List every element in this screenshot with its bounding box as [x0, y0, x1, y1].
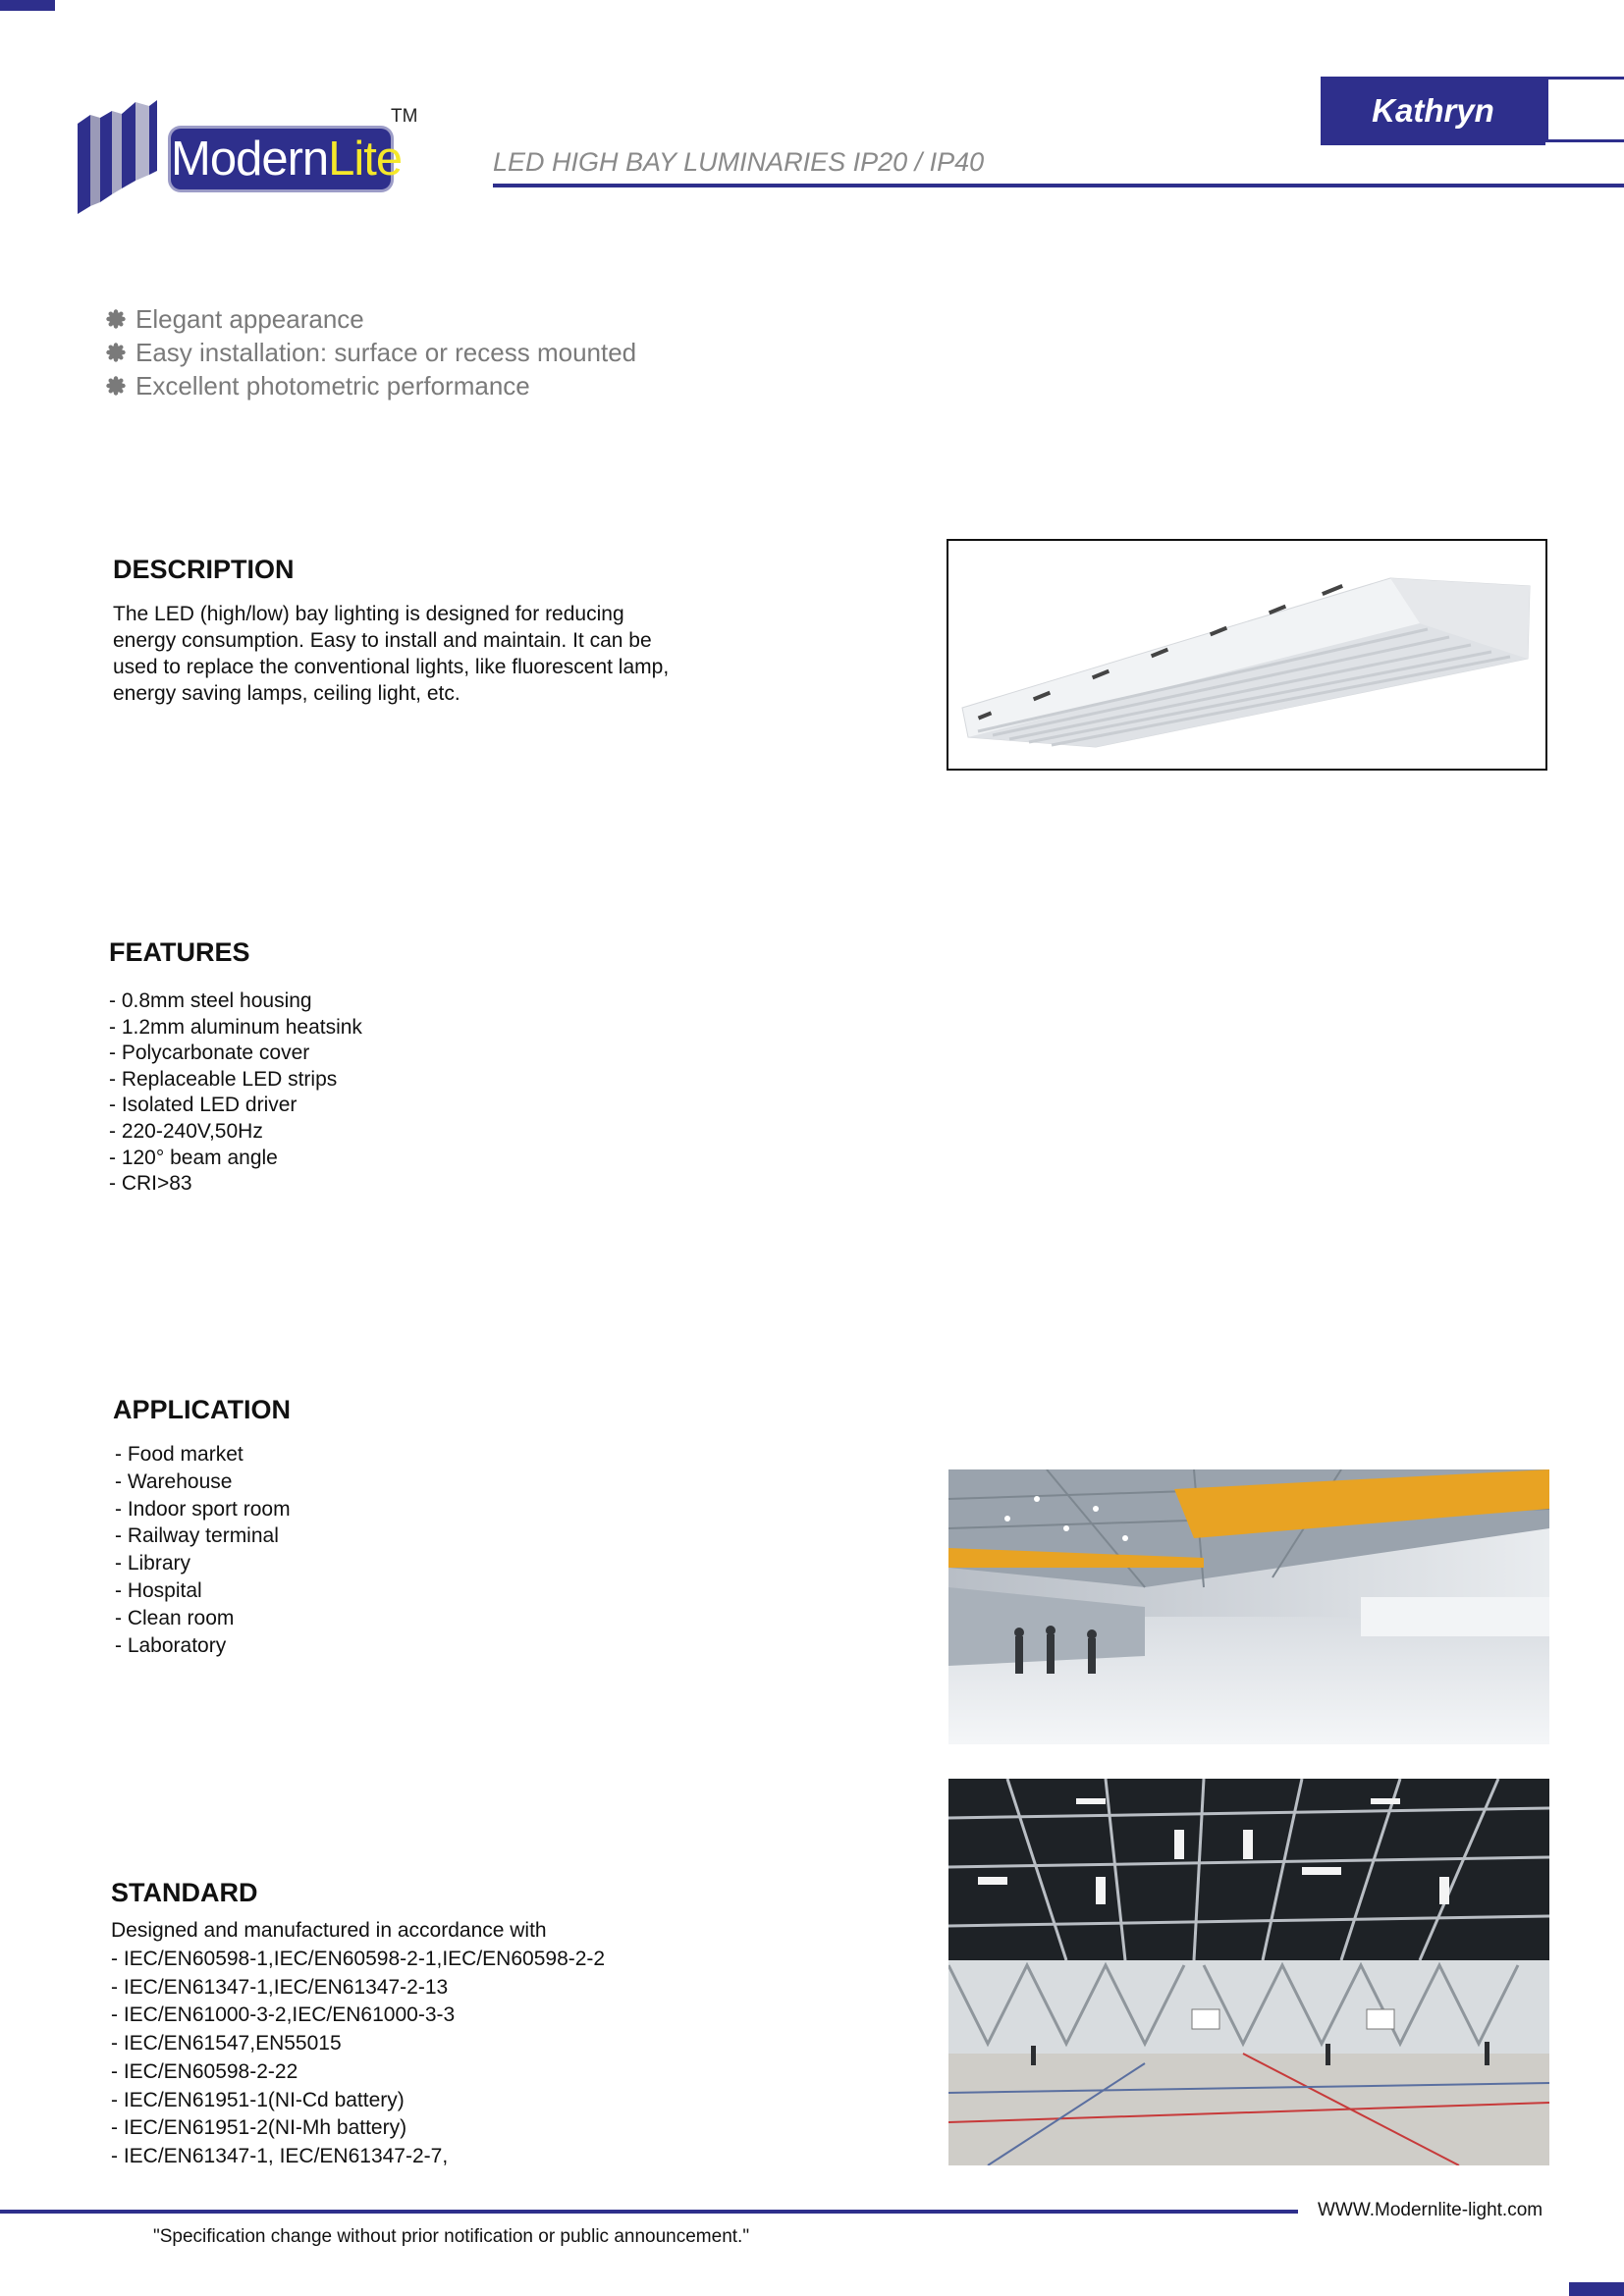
highlight-item	[106, 302, 636, 336]
list-item: - Indoor sport room	[115, 1497, 291, 1521]
description-heading: DESCRIPTION	[113, 555, 295, 584]
application-heading: APPLICATION	[113, 1395, 291, 1424]
features-heading: FEATURES	[109, 937, 250, 967]
list-item: - Library	[115, 1552, 191, 1575]
standard-intro: Designed and manufactured in accordance with	[111, 1919, 547, 1942]
description-line: used to replace the conventional lights, like fluorescent lamp,	[113, 656, 670, 678]
footer-divider	[0, 2210, 1298, 2214]
description-line: The LED (high/low) bay lighting is designed for reducing	[113, 603, 624, 625]
model-name-badge: Kathryn	[1321, 77, 1545, 145]
list-item: - IEC/EN61347-1, IEC/EN61347-2-7,	[111, 2144, 449, 2167]
list-item: - Isolated LED driver	[109, 1094, 298, 1117]
list-item: - Laboratory	[115, 1633, 227, 1657]
description-line: energy consumption. Easy to install and maintain. It can be	[113, 629, 652, 652]
warehouse-interior-illustration	[948, 1469, 1549, 1744]
list-item: - IEC/EN61000-3-2,IEC/EN61000-3-3	[111, 2003, 456, 2027]
standard-list	[111, 1946, 605, 2171]
description-line: energy saving lamps, ceiling light, etc.	[113, 682, 460, 705]
list-item: - Replaceable LED strips	[109, 1067, 338, 1091]
list-item: - CRI>83	[109, 1172, 192, 1196]
features-list	[109, 988, 362, 1198]
gear-bullet-icon	[106, 376, 126, 396]
highlight-item	[106, 369, 636, 402]
list-item: - Hospital	[115, 1578, 202, 1602]
trademark-mark: TM	[391, 106, 418, 127]
list-item: - IEC/EN61547,EN55015	[111, 2032, 342, 2056]
highlight-text: Elegant appearance	[135, 304, 364, 334]
page-subtitle: LED HIGH BAY LUMINARIES IP20 / IP40	[493, 147, 985, 177]
warehouse-photo	[948, 1469, 1549, 1744]
sports-hall-interior-illustration	[948, 1779, 1549, 2165]
description-text	[113, 601, 722, 707]
list-item: - Clean room	[115, 1606, 235, 1629]
header-divider	[493, 184, 1624, 187]
brand-logo	[75, 96, 418, 216]
standard-heading: STANDARD	[111, 1878, 258, 1907]
gear-bullet-icon	[106, 343, 126, 362]
highlight-text: Excellent photometric performance	[135, 371, 530, 400]
highlight-text: Easy installation: surface or recess mounted	[135, 338, 637, 367]
logo-wordmark-box	[171, 129, 403, 189]
list-item: - 220-240V,50Hz	[109, 1119, 263, 1143]
logo-mark-icon	[75, 96, 173, 216]
list-item: - 120° beam angle	[109, 1146, 278, 1169]
gear-bullet-icon	[106, 309, 126, 329]
product-image	[947, 539, 1547, 771]
list-item: - IEC/EN60598-1,IEC/EN60598-2-1,IEC/EN60598-2-2	[111, 1948, 606, 1970]
sports-hall-photo	[948, 1779, 1549, 2165]
list-item: - 0.8mm steel housing	[109, 989, 312, 1012]
corner-accent-top-left	[0, 0, 55, 11]
high-bay-luminaire-illustration	[948, 541, 1545, 769]
corner-accent-bottom-right	[1569, 2282, 1624, 2296]
list-item: - IEC/EN61347-1,IEC/EN61347-2-13	[111, 1975, 449, 1999]
list-item: - 1.2mm aluminum heatsink	[109, 1015, 362, 1039]
logo-text-modern: Modern	[171, 133, 329, 186]
disclaimer-note: "Specification change without prior notification or public announcement."	[153, 2226, 750, 2247]
list-item: - Warehouse	[115, 1469, 233, 1493]
model-name-badge-outline	[1545, 77, 1624, 142]
highlight-list	[106, 302, 636, 402]
list-item: - Food market	[115, 1443, 244, 1466]
highlight-item	[106, 336, 636, 369]
list-item: - IEC/EN61951-1(NI-Cd battery)	[111, 2088, 405, 2111]
website-url[interactable]: WWW.Modernlite-light.com	[1318, 2200, 1543, 2220]
list-item: - IEC/EN61951-2(NI-Mh battery)	[111, 2116, 407, 2140]
list-item: - Polycarbonate cover	[109, 1041, 310, 1065]
list-item: - Railway terminal	[115, 1524, 279, 1548]
logo-text-lite: Lite	[328, 133, 403, 186]
application-list	[115, 1441, 291, 1659]
list-item: - IEC/EN60598-2-22	[111, 2059, 298, 2083]
